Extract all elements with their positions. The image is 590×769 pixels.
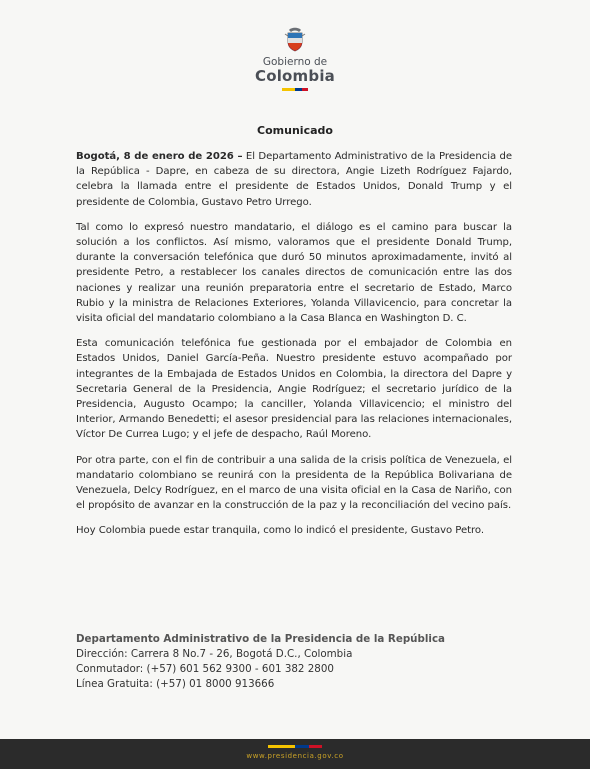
- document-body: [76, 149, 512, 549]
- logo-text-line1: Gobierno de: [262, 56, 328, 68]
- government-logo: [0, 25, 590, 91]
- coat-of-arms-icon: [283, 25, 307, 53]
- footer-organization: Departamento Administrativo de la Presidencia de la República: [76, 633, 445, 645]
- contact-footer: [76, 632, 516, 692]
- paragraph-2: Tal como lo expresó nuestro mandatario, el diálogo es el camino para buscar la solución a los conflictos. Así mismo, valoramos que el presidente Donald Trump, durante la conversación telefónica que duró 50 minutos aproximadamente, invitó al presidente Petro, a restablecer los canales directos de comunicación entre las dos naciones y realizar una reunión preparatoria entre el secretario de Estado, Marco Rubio y la ministra de Relaciones Exteriores, Yolanda Villavicencio, para concretar la visita oficial del mandatario colombiano a la Casa Blanca en Washington D. C.: [76, 221, 512, 325]
- bottom-bar: [0, 739, 590, 769]
- document-title: Comunicado: [257, 124, 333, 137]
- paragraph-5: Hoy Colombia puede estar tranquila, como lo indicó el presidente, Gustavo Petro.: [76, 525, 485, 537]
- footer-switchboard: Conmutador: (+57) 601 562 9300 - 601 382 2800: [76, 663, 334, 675]
- logo-text-line2: Colombia: [255, 67, 335, 85]
- website-link[interactable]: www.presidencia.gov.co: [246, 752, 344, 760]
- paragraph-3: Esta comunicación telefónica fue gestionada por el embajador de Colombia en Estados Unidos, Daniel García-Peña. Nuestro presidente estuvo acompañado por integrantes de la Embajada de Estados Unidos en Colombia, la directora del Dapre y Secretaria General de la Presidencia, Angie Rodríguez; el secretario jurídico de la Presidencia, Augusto Ocampo; la canciller, Yolanda Villavicencio; el ministro del Interior, Armando Benedetti; el asesor presidencial para las relaciones internacionales, Víctor De Currea Lugo; y el jefe de despacho, Raúl Moreno.: [76, 338, 512, 441]
- footer-toll-free: Línea Gratuita: (+57) 01 8000 913666: [76, 678, 275, 690]
- footer-address: Dirección: Carrera 8 No.7 - 26, Bogotá D.C., Colombia: [76, 648, 353, 660]
- paragraph-1-text: El Departamento Administrativo de la Presidencia de la República - Dapre, en cabeza de su directora, Angie Lizeth Rodríguez Fajardo, celebra la llamada entre el presidente de Estados Unidos, Donald Trump y el presidente de Colombia, Gustavo Petro Urrego.: [76, 151, 512, 208]
- paragraph-4: Por otra parte, con el fin de contribuir a una salida de la crisis política de Venezuela, el mandatario colombiano se reunirá con la presidenta de la República Bolivariana de Venezuela, Delcy Rodríguez, en el marco de una visita oficial en la Casa de Nariño, con el propósito de avanzar en la construcción de la paz y la reconciliación del vecino país.: [76, 454, 512, 512]
- bottom-flag-stripe: [268, 745, 322, 748]
- dateline: Bogotá, 8 de enero de 2026 –: [76, 151, 243, 162]
- paragraph-1: [76, 149, 512, 210]
- logo-flag-stripe: [282, 88, 308, 91]
